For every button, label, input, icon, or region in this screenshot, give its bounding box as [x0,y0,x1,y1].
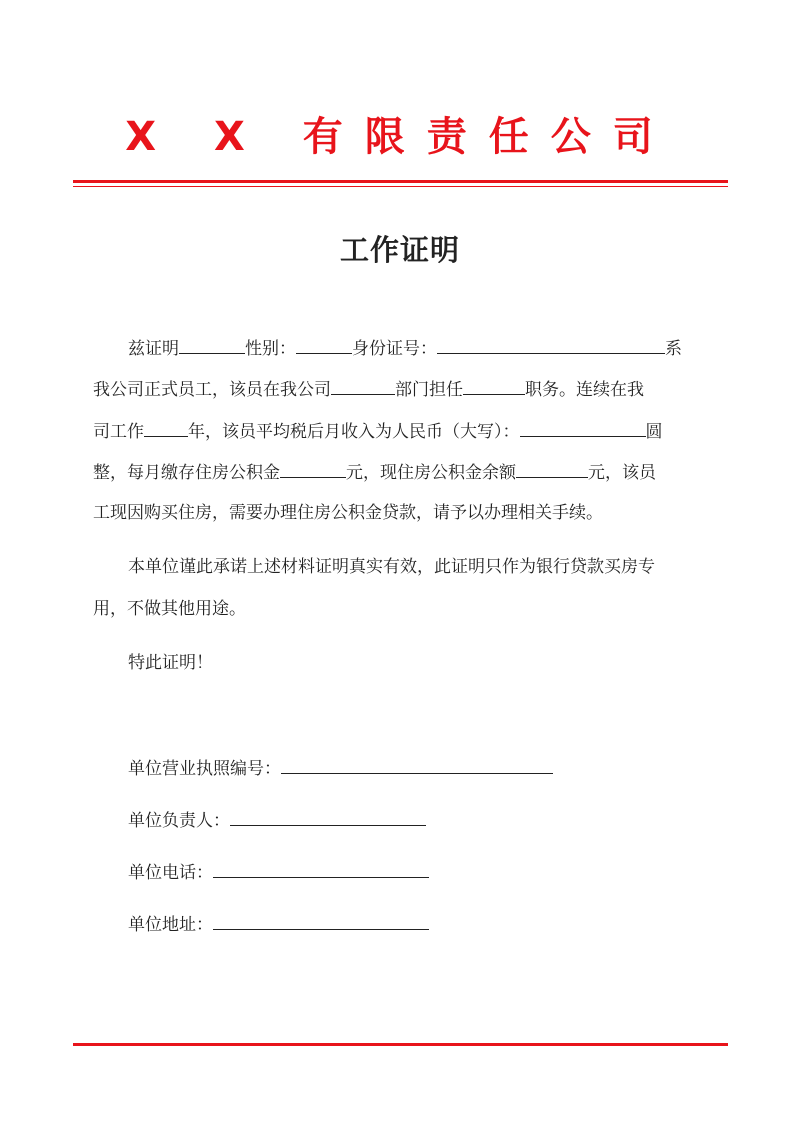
text-segment: 系 [665,339,682,359]
field-label: 单位电话： [128,863,213,883]
address-line [213,910,429,930]
paragraph2-line1: 本单位谨此承诺上述材料证明真实有效，此证明只作为银行贷款买房专 [128,557,655,577]
paragraph1-line5: 工现因购买住房，需要办理住房公积金贷款，请予以办理相关手续。 [93,503,603,523]
text-segment: 职务。连续在我 [525,380,644,400]
text-segment: 部门担任 [395,380,463,400]
text-segment: 圆 [645,422,663,442]
phone-line [213,858,429,878]
document-title: 工作证明 [339,233,460,267]
department-blank [331,375,395,395]
license-number-line [281,754,553,774]
letterhead-rule-thin [73,186,728,187]
person-in-charge-field [128,806,426,834]
text-segment: 我公司正式员工，该员在我公司 [93,380,331,400]
income-blank [520,417,646,437]
field-label: 单位地址： [128,915,213,935]
license-number-field [128,754,553,782]
address-field [128,910,429,938]
text-segment: 元，该员 [588,463,656,483]
text-segment: 性别： [245,339,296,359]
text-segment: 整，每月缴存住房公积金 [93,463,280,483]
paragraph1-line4 [93,458,656,484]
paragraph1-line1 [128,334,682,360]
person-in-charge-line [230,806,426,826]
years-blank [144,417,188,437]
paragraph2-line2: 用，不做其他用途。 [93,599,246,619]
name-blank [179,334,245,354]
company-name: X X 有限责任公司 [125,114,675,160]
position-blank [463,375,525,395]
paragraph1-line2 [93,375,644,401]
text-segment: 元，现住房公积金余额 [346,463,516,483]
field-label: 单位营业执照编号： [128,759,281,779]
letterhead-rule-thick [73,180,728,183]
fund-balance-blank [516,458,588,478]
text-segment: 身份证号： [352,339,437,359]
gender-blank [296,334,352,354]
id-number-blank [437,334,665,354]
phone-field [128,858,429,886]
text-segment: 司工作 [93,422,144,442]
text-segment: 兹证明 [128,339,179,359]
closing-text: 特此证明！ [128,653,213,673]
text-segment: 年，该员平均税后月收入为人民币（大写）： [188,422,520,442]
field-label: 单位负责人： [128,811,230,831]
footer-rule [73,1043,728,1046]
fund-deposit-blank [280,458,346,478]
paragraph1-line3 [93,417,663,443]
